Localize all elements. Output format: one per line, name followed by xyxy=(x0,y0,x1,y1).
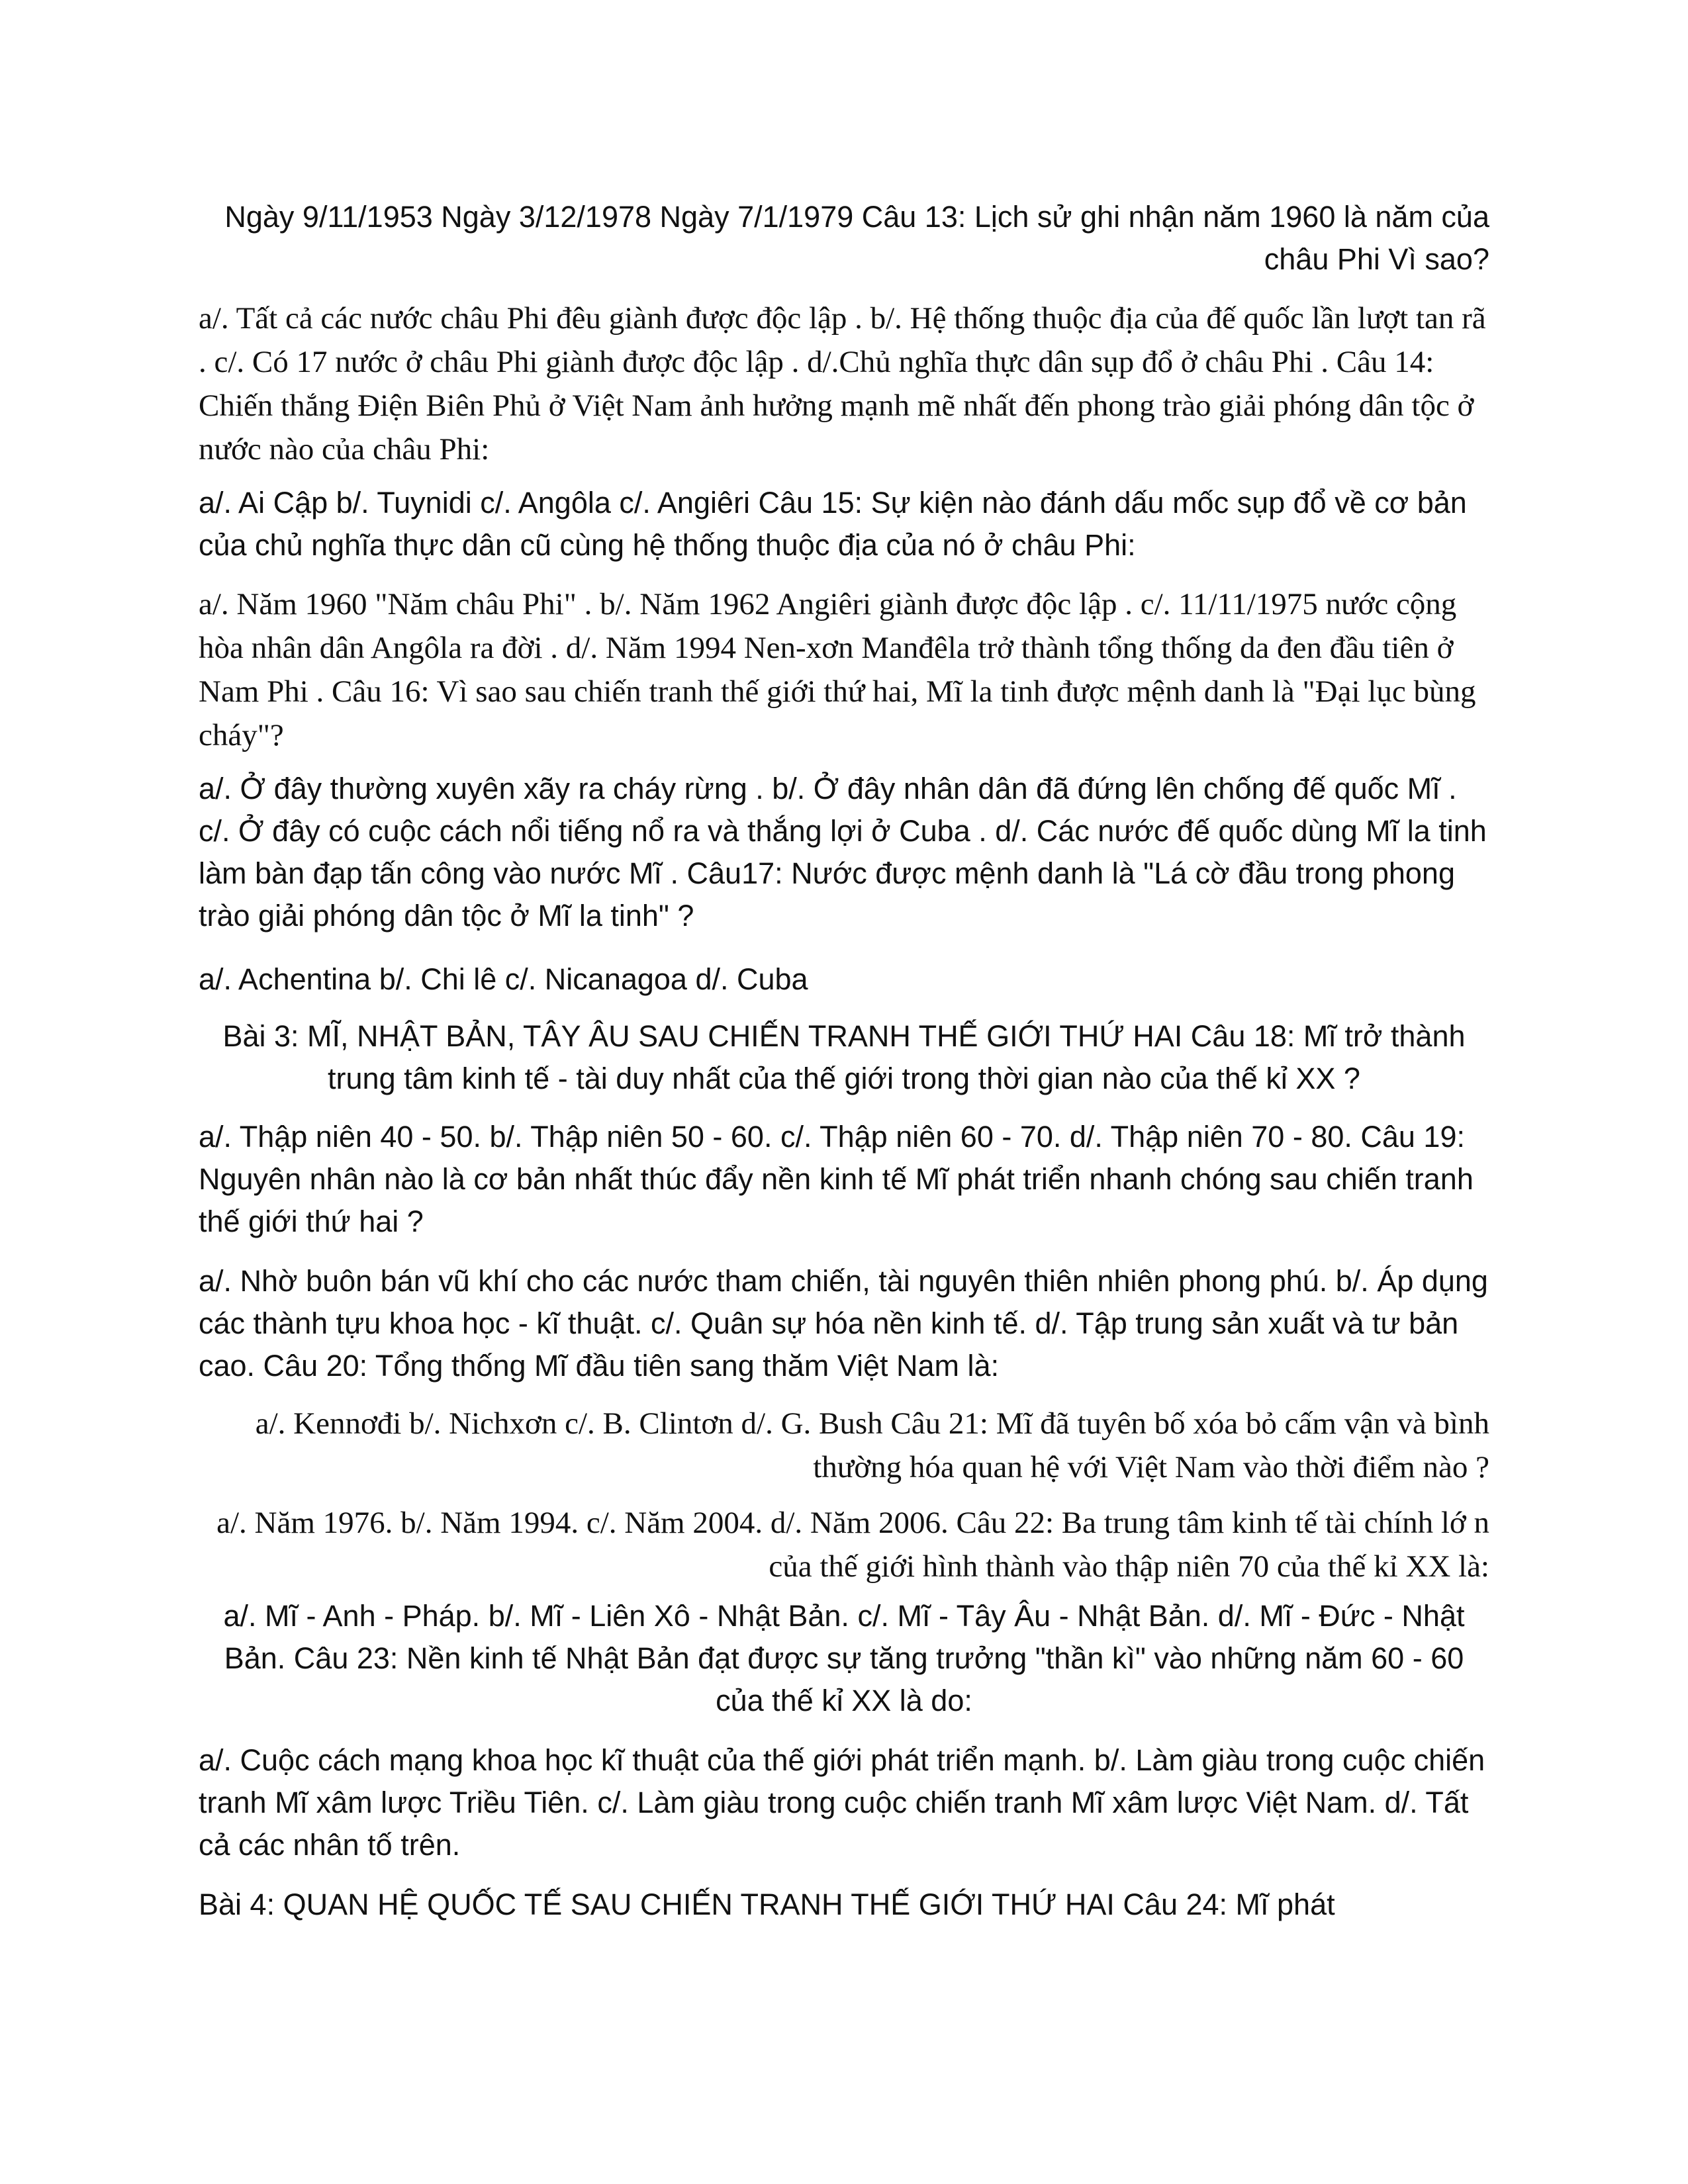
paragraph-cau-17-options: a/. Achentina b/. Chi lê c/. Nicanagoa d/. Cuba xyxy=(199,962,808,996)
paragraph-cau-21-options-cau-22: a/. Năm 1976. b/. Năm 1994. c/. Năm 2004. d/. Năm 2006. Câu 22: Ba trung tâm kinh tế tài chính lớ n của thế giới hình thành vào thập niên 70 của thế kỉ XX là: xyxy=(216,1506,1489,1584)
paragraph-cau-14-options-cau-15: a/. Ai Cập b/. Tuynidi c/. Angôla c/. Angiêri Câu 15: Sự kiện nào đánh dấu mốc sụp đổ về cơ bản của chủ nghĩa thực dân cũ cùng hệ thống thuộc địa của nó ở châu Phi: xyxy=(199,486,1467,562)
paragraph-cau-13: Ngày 9/11/1953 Ngày 3/12/1978 Ngày 7/1/1979 Câu 13: Lịch sử ghi nhận năm 1960 là năm của châu Phi Vì sao? xyxy=(224,200,1489,276)
paragraph-cau-16-options-cau-17: a/. Ở đây thường xuyên xãy ra cháy rừng . b/. Ở đây nhân dân đã đứng lên chống đế quốc Mĩ . c/. Ở đây có cuộc cách nổi tiếng nổ ra và thắng lợi ở Cuba . d/. Các nước đế quốc dùng Mĩ la tinh làm bàn đạp tấn công vào nước Mĩ . Câu17: Nước được mệnh danh là "Lá cờ đầu trong phong trào giải phóng dân tộc ở Mĩ la tinh" ? xyxy=(199,772,1487,933)
paragraph-cau-19-options-cau-20: a/. Nhờ buôn bán vũ khí cho các nước tham chiến, tài nguyên thiên nhiên phong phú. b/. Áp dụng các thành tựu khoa học - kĩ thuật. c/. Quân sự hóa nền kinh tế. d/. Tập trung sản xuất và tư bản cao. Câu 20: Tổng thống Mĩ đầu tiên sang thăm Việt Nam là: xyxy=(199,1264,1488,1383)
paragraph-cau-15-options-cau-16: a/. Năm 1960 "Năm châu Phi" . b/. Năm 1962 Angiêri giành được độc lập . c/. 11/11/1975 nước cộng hòa nhân dân Angôla ra đời . d/. Năm 1994 Nen-xơn Manđêla trở thành tổng thống da đen đầu tiên ở Nam Phi . Câu 16: Vì sao sau chiến tranh thế giới thứ hai, Mĩ la tinh được mệnh danh là "Đại lục bùng cháy"? xyxy=(199,587,1476,752)
section-heading-bai-4: Bài 4: QUAN HỆ QUỐC TẾ SAU CHIẾN TRANH THẾ GIỚI THỨ HAI Câu 24: Mĩ phát xyxy=(199,1888,1335,1921)
paragraph-cau-23-options: a/. Cuộc cách mạng khoa học kĩ thuật của thế giới phát triển mạnh. b/. Làm giàu trong cuộc chiến tranh Mĩ xâm lược Triều Tiên. c/. Làm giàu trong cuộc chiến tranh Mĩ xâm lược Việt Nam. d/. Tất cả các nhân tố trên. xyxy=(199,1743,1485,1862)
paragraph-cau-22-options-cau-23: a/. Mĩ - Anh - Pháp. b/. Mĩ - Liên Xô - Nhật Bản. c/. Mĩ - Tây Âu - Nhật Bản. d/. Mĩ - Đức - Nhật Bản. Câu 23: Nền kinh tế Nhật Bản đạt được sự tăng trưởng "thần kì" vào những năm 60 - 60 của thế kỉ XX là do: xyxy=(223,1599,1465,1717)
paragraph-cau-20-options-cau-21: a/. Kennơđi b/. Nichxơn c/. B. Clintơn d/. G. Bush Câu 21: Mĩ đã tuyên bố xóa bỏ cấm vận và bình thường hóa quan hệ với Việt Nam vào thời điểm nào ? xyxy=(255,1406,1489,1484)
section-heading-bai-3: Bài 3: MĨ, NHẬT BẢN, TÂY ÂU SAU CHIẾN TRANH THẾ GIỚI THỨ HAI Câu 18: Mĩ trở thành trung tâm kinh tế - tài duy nhất của thế giới trong thời gian nào của thế kỉ XX ? xyxy=(222,1019,1466,1095)
paragraph-cau-13-options-cau-14: a/. Tất cả các nước châu Phi đêu giành được độc lập . b/. Hệ thống thuộc địa của đế quốc lần lượt tan rã . c/. Có 17 nước ở châu Phi giành được độc lập . d/.Chủ nghĩa thực dân sụp đổ ở châu Phi . Câu 14: Chiến thắng Điện Biên Phủ ở Việt Nam ảnh hưởng mạnh mẽ nhất đến phong trào giải phóng dân tộc ở nước nào của châu Phi: xyxy=(199,301,1486,467)
paragraph-cau-18-options-cau-19: a/. Thập niên 40 - 50. b/. Thập niên 50 - 60. c/. Thập niên 60 - 70. d/. Thập niên 70 - 80. Câu 19: Nguyên nhân nào là cơ bản nhất thúc đẩy nền kinh tế Mĩ phát triển nhanh chóng sau chiến tranh thế giới thứ hai ? xyxy=(199,1120,1474,1238)
